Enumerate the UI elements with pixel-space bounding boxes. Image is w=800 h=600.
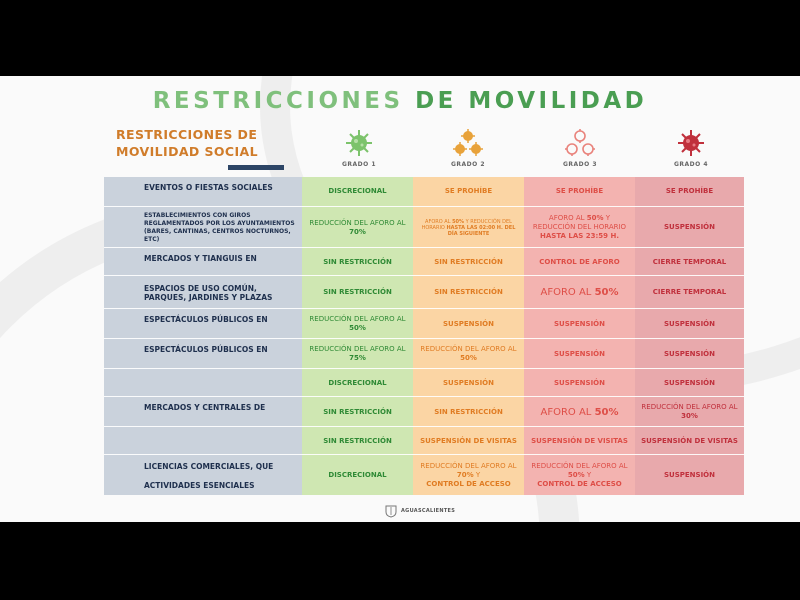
cell-text: CONTROL DE ACCESO	[426, 480, 511, 488]
cell-grade-3: SUSPENSIÓN	[554, 349, 605, 358]
cell-text: REDUCCIÓN DEL AFORO AL	[531, 462, 628, 470]
cell-grade-1	[302, 207, 413, 248]
cell-text: Y REDUCCIÓN DEL HORARIO	[532, 214, 627, 231]
page-title	[0, 88, 800, 114]
cell-grade-4: SUSPENSIÓN	[664, 471, 715, 479]
cell-grade-3	[524, 276, 635, 309]
grade-1-label: GRADO 1	[341, 161, 377, 168]
grade-3-header	[530, 128, 630, 168]
table-row	[104, 177, 744, 206]
virus-icon	[676, 128, 706, 158]
table-row	[104, 396, 744, 427]
cell-text: REDUCCIÓN DEL AFORO AL	[641, 403, 738, 411]
row-label: EVENTOS O FIESTAS SOCIALES	[144, 183, 273, 192]
row-label: ESPECTÁCULOS PÚBLICOS EN	[144, 345, 268, 354]
grade-3-label: GRADO 3	[562, 161, 598, 168]
cell-grade-1: SIN RESTRICCIÓN	[323, 257, 392, 266]
table-row	[104, 454, 744, 496]
row-label	[104, 427, 302, 455]
cell-grade-4: CIERRE TEMPORAL	[652, 257, 727, 266]
cell-text: Y	[475, 471, 481, 479]
cell-text: AFORO AL	[540, 406, 592, 418]
cell-grade-2	[413, 339, 524, 369]
cell-grade-4: SUSPENSIÓN	[664, 319, 715, 328]
virus-cluster-icon	[451, 128, 485, 158]
cell-text: REDUCCIÓN DEL AFORO AL	[420, 345, 517, 353]
cell-grade-1: DISCRECIONAL	[328, 471, 387, 479]
cell-grade-3: CONTROL DE AFORO	[539, 257, 620, 266]
cell-grade-2: SIN RESTRICCIÓN	[434, 407, 503, 416]
cell-value: 50%	[349, 324, 366, 332]
table-row	[104, 247, 744, 276]
grade-2-header	[418, 128, 518, 168]
cell-grade-4: SUSPENSIÓN	[664, 223, 715, 231]
row-label: MERCADOS Y CENTRALES DE	[144, 403, 266, 412]
cell-text: REDUCCIÓN DEL AFORO AL	[309, 315, 406, 323]
cell-grade-4: SUSPENSIÓN	[664, 378, 715, 387]
row-label-line: LICENCIAS COMERCIALES, QUE	[144, 461, 274, 471]
cell-value: 30%	[681, 412, 698, 420]
cell-grade-4	[635, 397, 744, 427]
cell-value: 50%	[452, 218, 465, 225]
cell-grade-4: SUSPENSIÓN	[664, 349, 715, 358]
cell-grade-2: SE PROHÍBE	[444, 187, 493, 195]
cell-value: 50%	[594, 406, 619, 418]
cell-grade-1	[302, 339, 413, 369]
crest-icon	[384, 504, 398, 518]
cell-text: REDUCCIÓN DEL AFORO AL	[309, 345, 406, 353]
cell-grade-3	[524, 397, 635, 427]
cell-grade-2: SIN RESTRICCIÓN	[434, 288, 503, 296]
cell-grade-2: SUSPENSIÓN	[443, 378, 494, 387]
cell-grade-3	[524, 455, 635, 496]
row-label	[104, 455, 302, 496]
virus-cluster-icon	[563, 128, 597, 158]
grade-4-label: GRADO 4	[673, 161, 709, 168]
row-label	[104, 276, 302, 309]
cell-grade-2	[413, 455, 524, 496]
cell-grade-4: CIERRE TEMPORAL	[652, 288, 727, 296]
cell-grade-3: SUSPENSIÓN DE VISITAS	[531, 436, 628, 445]
row-label	[104, 369, 302, 397]
subtitle-line2: MOVILIDAD SOCIAL	[116, 144, 258, 159]
title-part2: DE MOVILIDAD	[415, 88, 648, 114]
cell-text: REDUCCIÓN DEL AFORO AL	[420, 462, 517, 470]
cell-text: AFORO AL	[425, 218, 451, 225]
cell-grade-1: SIN RESTRICCIÓN	[323, 436, 392, 445]
cell-value: 75%	[349, 354, 366, 362]
restrictions-table	[104, 177, 744, 495]
cell-grade-3: SE PROHÍBE	[555, 187, 604, 195]
cell-grade-1: DISCRECIONAL	[328, 187, 387, 195]
row-label-line: ACTIVIDADES ESENCIALES	[144, 480, 255, 490]
cell-text: AFORO AL	[548, 214, 585, 222]
cell-text: Y	[586, 471, 592, 479]
cell-text: CONTROL DE ACCESO	[537, 480, 622, 488]
table-row	[104, 426, 744, 455]
subtitle-line1: RESTRICCIONES DE	[116, 127, 258, 142]
title-part1: RESTRICCIONES	[152, 88, 404, 114]
row-label: ESPECTÁCULOS PÚBLICOS EN	[144, 315, 268, 324]
cell-text: HASTA LAS 02:00 H. DEL DÍA SIGUIENTE	[446, 224, 516, 237]
cell-value: 50%	[594, 287, 619, 298]
table-row	[104, 206, 744, 248]
section-subtitle	[116, 126, 316, 160]
cell-grade-1: SIN RESTRICCIÓN	[323, 288, 392, 296]
cell-value: 70%	[349, 227, 366, 236]
subtitle-underline	[228, 165, 284, 170]
cell-value: 50%	[567, 471, 585, 479]
cell-text: AFORO AL	[540, 287, 592, 298]
cell-grade-3: SUSPENSIÓN	[554, 319, 605, 328]
grade-4-header	[641, 128, 741, 168]
cell-grade-3: SUSPENSIÓN	[554, 378, 605, 387]
cell-grade-3	[524, 207, 635, 248]
row-label-line: PARQUES, JARDINES Y PLAZAS	[144, 292, 273, 302]
cell-text: REDUCCIÓN DEL AFORO AL	[309, 218, 406, 227]
row-label: ESTABLECIMIENTOS CON GIROS REGLAMENTADOS POR LOS AYUNTAMIENTOS (BARES, CANTINAS, CENTROS NOCTURNOS, ETC)	[144, 211, 295, 243]
grade-2-label: GRADO 2	[450, 161, 486, 168]
cell-grade-1: SIN RESTRICCIÓN	[323, 407, 392, 416]
cell-value: 70%	[456, 471, 474, 479]
cell-grade-2: SUSPENSIÓN DE VISITAS	[420, 436, 517, 445]
cell-grade-4: SE PROHÍBE	[665, 187, 714, 195]
table-row	[104, 275, 744, 309]
cell-value: 50%	[460, 354, 477, 362]
table-row	[104, 368, 744, 397]
footer-logo	[384, 504, 455, 518]
cell-grade-4: SUSPENSIÓN DE VISITAS	[641, 436, 738, 445]
slide	[0, 76, 800, 522]
grade-1-header	[309, 128, 409, 168]
footer-logo-text: AGUASCALIENTES	[401, 508, 456, 514]
row-label-line: ESPACIOS DE USO COMÚN,	[144, 283, 257, 293]
row-label: MERCADOS Y TIANGUIS EN	[144, 254, 257, 263]
cell-grade-2: SUSPENSIÓN	[443, 319, 494, 328]
table-row	[104, 308, 744, 339]
cell-grade-1	[302, 309, 413, 339]
cell-grade-1: DISCRECIONAL	[328, 378, 387, 387]
cell-grade-2	[413, 207, 524, 248]
cell-text: HASTA LAS 23:59 H.	[540, 232, 619, 240]
cell-grade-2: SIN RESTRICCIÓN	[434, 257, 503, 266]
virus-icon	[344, 128, 374, 158]
cell-value: 50%	[586, 214, 604, 222]
cell-text: Y REDUCCIÓN DEL HORARIO	[421, 218, 512, 231]
table-row	[104, 338, 744, 369]
